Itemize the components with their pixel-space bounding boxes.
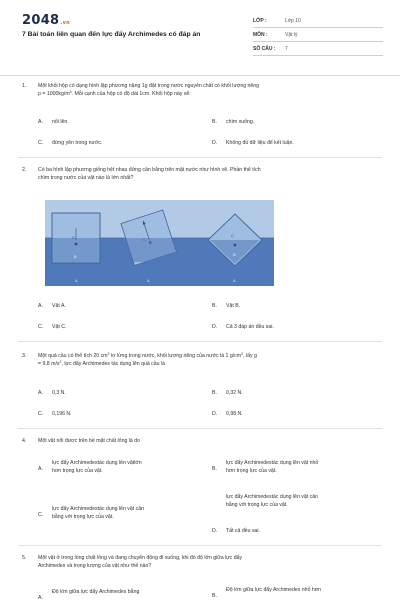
question-line: $\rho = 1000kg/m^3$. Mỗi cạnh của hộp có độ dài 1cm. Khối hộp này sẽ: bbox=[38, 90, 191, 98]
figure-label: A bbox=[233, 278, 236, 283]
question-text bbox=[38, 166, 378, 182]
meta-row-subject bbox=[253, 30, 383, 42]
question-number: 3. bbox=[22, 353, 27, 359]
question-line: Một khối hộp có dạng hình lập phương nặng 1g đặt trong nước nguyên chất có khối lượng riêng bbox=[38, 83, 260, 89]
question-line: Có ba hình lập phương giống hệt nhau đứng cân bằng trên mặt nước như hình vẽ. Phần thể tích bbox=[38, 167, 261, 173]
cube-c bbox=[52, 213, 100, 263]
question-divider bbox=[18, 157, 382, 158]
meta-value: 7 bbox=[285, 46, 288, 52]
question-text bbox=[38, 82, 378, 98]
question-text bbox=[38, 554, 378, 570]
question-divider bbox=[18, 545, 382, 546]
header-divider bbox=[0, 75, 400, 76]
question-line: Một vật ở trong lòng chất lỏng và đang chuyển động đi xuống, khi đó độ lớn giữa lực đẩy bbox=[38, 555, 243, 561]
figure-label: A bbox=[75, 278, 78, 283]
question-line: Archimedes và trọng lượng của vật như thế nào? bbox=[38, 563, 152, 570]
question-number: 4. bbox=[22, 438, 27, 444]
question-number: 5. bbox=[22, 555, 27, 561]
meta-value: Vật lý bbox=[285, 32, 298, 38]
svg-text:C: C bbox=[231, 233, 234, 238]
site-logo[interactable] bbox=[22, 13, 70, 28]
figure-label: A bbox=[147, 278, 150, 283]
question-divider bbox=[18, 341, 382, 342]
question-text bbox=[38, 352, 378, 368]
document-title: 7 Bài toán liên quan đến lực đẩy Archimedes có đáp án bbox=[22, 31, 201, 38]
question-number: 2. bbox=[22, 167, 27, 173]
document-header bbox=[0, 0, 400, 72]
floating-cubes-figure bbox=[45, 200, 274, 286]
meta-value: Lớp 10 bbox=[285, 18, 301, 24]
question-line: = 9,8 $m/s^2$, lực đẩy Archimedes tác dụng lên quả cầu là bbox=[38, 360, 166, 368]
svg-text:B: B bbox=[74, 254, 77, 259]
question-line: chìm trong nước của vật nào là lớn nhất? bbox=[38, 175, 134, 182]
meta-label: SỐ CÂU : bbox=[253, 46, 276, 52]
question-line: Một quả cầu có thể tích 20 $cm^3$ lơ lửng trong nước, khối lượng riêng của nước là 1 $g/cm^3$, lấy g bbox=[38, 351, 257, 359]
meta-label: LỚP : bbox=[253, 18, 267, 24]
meta-row-class bbox=[253, 16, 383, 28]
meta-row-count bbox=[253, 44, 383, 56]
logo-text: 2048 bbox=[22, 13, 60, 28]
svg-text:C: C bbox=[72, 235, 75, 240]
question-text: Một vật nổi được trên bề mặt chất lỏng là do bbox=[38, 438, 141, 444]
question-number: 1. bbox=[22, 83, 27, 89]
logo-suffix: .vn bbox=[60, 20, 71, 26]
svg-text:B: B bbox=[233, 252, 236, 257]
question-divider bbox=[18, 428, 382, 429]
meta-label: MÔN : bbox=[253, 32, 268, 38]
